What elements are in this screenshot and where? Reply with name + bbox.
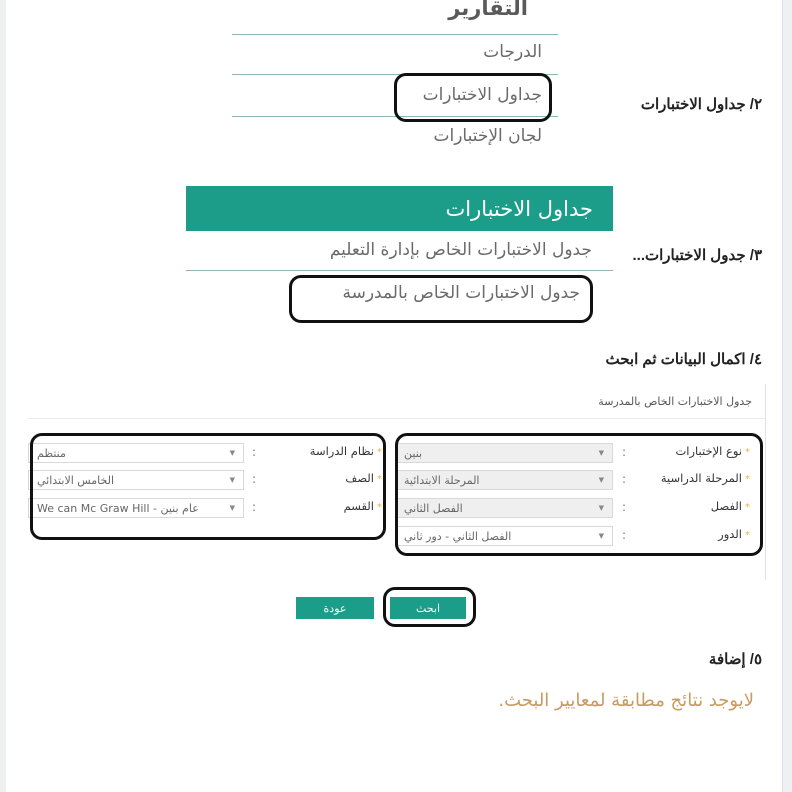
left-page-edge [0, 0, 6, 792]
semester-select[interactable]: ▼ الفصل الثاني [395, 498, 613, 518]
menu-item-grades[interactable]: الدرجات [483, 42, 542, 62]
label-round: *الدور [718, 527, 750, 541]
chevron-down-icon: ▼ [598, 476, 604, 484]
colon: : [622, 472, 627, 486]
grade-select[interactable]: ▼ الخامس الابتدائي [28, 470, 244, 490]
exam-schedules-header-text: جداول الاختبارات [445, 196, 593, 221]
colon: : [252, 472, 257, 486]
annotation-highlight-left-fields [30, 433, 386, 540]
menu-item-exam-committees[interactable]: لجان الإختبارات [433, 126, 542, 146]
colon: : [252, 445, 257, 459]
reports-menu-title: التقارير [448, 0, 528, 20]
required-icon: * [377, 447, 382, 458]
right-scroll-rail [782, 0, 792, 792]
search-button[interactable]: ابحث [390, 597, 466, 619]
annotation-highlight-search [383, 587, 476, 627]
required-icon: * [745, 502, 750, 513]
panel-border [765, 384, 766, 580]
menu-item-education-dept-schedule[interactable]: جدول الاختبارات الخاص بإدارة التعليم [329, 240, 592, 260]
round-select[interactable]: ▼ الفصل الثاني - دور ثاني [395, 526, 613, 546]
back-button[interactable]: عودة [296, 597, 374, 619]
study-system-select[interactable]: ▼ منتظم [28, 443, 244, 463]
annotation-highlight-exam-schedules [394, 73, 552, 122]
divider [232, 34, 558, 35]
step-3-label: ٣/ جدول الاختبارات... [632, 247, 762, 264]
annotation-highlight-school-schedule [289, 275, 593, 323]
label-study-system: *نظام الدراسة [309, 444, 382, 458]
divider [186, 270, 613, 271]
chevron-down-icon: ▼ [598, 532, 604, 540]
required-icon: * [377, 474, 382, 485]
panel-divider [28, 418, 765, 419]
exam-type-select[interactable]: ▼ بنين [395, 443, 613, 463]
panel-title: جدول الاختبارات الخاص بالمدرسة [598, 395, 752, 408]
exam-schedules-header [186, 186, 613, 231]
chevron-down-icon: ▼ [229, 476, 235, 484]
no-results-message: لايوجد نتائج مطابقة لمعايير البحث. [498, 690, 754, 711]
colon: : [622, 445, 627, 459]
step-5-label: ٥/ إضافة [708, 651, 762, 668]
menu-item-exam-schedules[interactable]: جداول الاختبارات [422, 85, 542, 105]
colon: : [622, 528, 627, 542]
colon: : [622, 500, 627, 514]
annotation-highlight-right-fields [395, 433, 763, 556]
menu-item-school-schedule[interactable]: جدول الاختبارات الخاص بالمدرسة [342, 283, 580, 303]
label-stage: *المرحلة الدراسية [660, 471, 750, 485]
colon: : [252, 500, 257, 514]
chevron-down-icon: ▼ [598, 504, 604, 512]
section-select[interactable]: ▼ عام بنين - We can Mc Graw Hill [28, 498, 244, 518]
chevron-down-icon: ▼ [229, 449, 235, 457]
step-4-label: ٤/ اكمال البيانات ثم ابحث [605, 351, 762, 368]
label-semester: *الفصل [710, 499, 750, 513]
label-exam-type: *نوع الإختبارات [675, 444, 750, 458]
required-icon: * [377, 502, 382, 513]
chevron-down-icon: ▼ [229, 504, 235, 512]
chevron-down-icon: ▼ [598, 449, 604, 457]
stage-select[interactable]: ▼ المرحلة الابتدائية [395, 470, 613, 490]
required-icon: * [745, 474, 750, 485]
label-section: *القسم [343, 499, 382, 513]
step-2-label: ٢/ جداول الاختبارات [640, 96, 762, 113]
required-icon: * [745, 530, 750, 541]
required-icon: * [745, 447, 750, 458]
label-grade: *الصف [345, 471, 382, 485]
